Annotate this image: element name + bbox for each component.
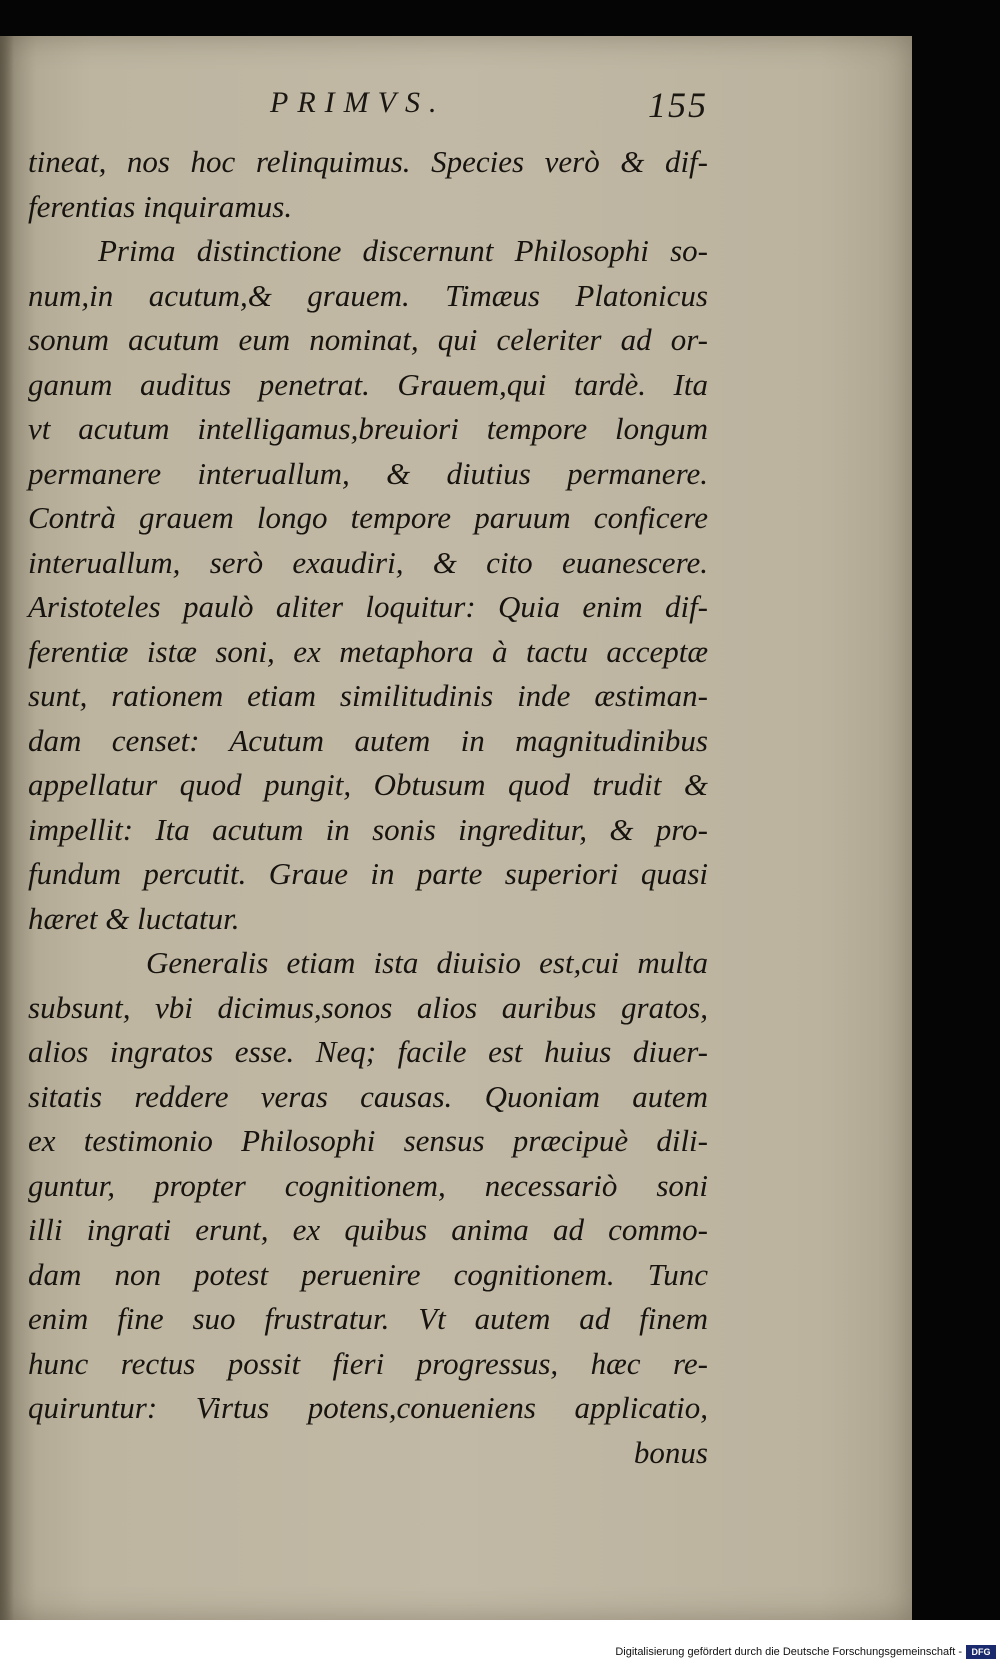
text-line: sitatis reddere veras causas. Quoniam autem bbox=[28, 1078, 708, 1114]
text-line: Contrà grauem longo tempore paruum conficere bbox=[28, 500, 708, 535]
text-line: sunt, rationem etiam similitudinis inde æstiman- bbox=[28, 678, 708, 713]
text-line: enim fine suo frustratur. Vt autem ad finem bbox=[28, 1301, 708, 1336]
text-line: dam non potest peruenire cognitionem. Tunc bbox=[28, 1256, 708, 1292]
page-number: 155 bbox=[648, 85, 708, 125]
text-line: vt acutum intelligamus,breuiori tempore longum bbox=[28, 411, 708, 446]
book-page bbox=[0, 36, 912, 1620]
text-line: Aristoteles paulò aliter loquitur: Quia enim dif- bbox=[28, 589, 708, 624]
text-line: quiruntur: Virtus potens,conueniens applicatio, bbox=[28, 1390, 708, 1425]
page-gutter-shadow bbox=[0, 36, 14, 1620]
text-line: subsunt, vbi dicimus,sonos alios auribus gratos, bbox=[28, 989, 708, 1025]
text-line: alios ingratos esse. Neq; facile est huius diuer- bbox=[28, 1034, 708, 1069]
body-text bbox=[28, 140, 708, 1475]
dfg-logo-icon: DFG bbox=[966, 1645, 996, 1659]
text-line: appellatur quod pungit, Obtusum quod trudit & bbox=[28, 767, 708, 802]
text-line: tineat, nos hoc relinquimus. Species verò & dif- bbox=[28, 144, 708, 179]
text-line: Generalis etiam ista diuisio est,cui multa bbox=[146, 945, 708, 980]
text-line: impellit: Ita acutum in sonis ingreditur, & pro- bbox=[28, 811, 708, 847]
text-line: interuallum, serò exaudiri, & cito euanescere. bbox=[28, 544, 708, 580]
text-line: num,in acutum,& grauem. Timæus Platonicus bbox=[28, 277, 708, 313]
text-line: ganum auditus penetrat. Grauem,qui tardè. Ita bbox=[28, 366, 708, 402]
footer-bar bbox=[0, 1643, 1000, 1665]
text-line: Prima distinctione discernunt Philosophi so- bbox=[98, 233, 708, 268]
text-line: dam censet: Acutum autem in magnitudinibus bbox=[28, 722, 708, 758]
text-line: illi ingrati erunt, ex quibus anima ad commo- bbox=[28, 1212, 708, 1247]
text-line: ferentias inquiramus. bbox=[28, 188, 293, 224]
text-line: guntur, propter cognitionem, necessariò soni bbox=[28, 1167, 708, 1203]
text-line: permanere interuallum, & diutius permanere. bbox=[28, 455, 708, 491]
text-line: sonum acutum eum nominat, qui celeriter ad or- bbox=[28, 322, 708, 357]
catchword: bonus bbox=[633, 1434, 708, 1470]
text-line: hunc rectus possit fieri progressus, hæc re- bbox=[28, 1345, 708, 1381]
text-line: ferentiæ istæ soni, ex metaphora à tactu acceptæ bbox=[28, 633, 708, 669]
running-head: PRIMVS. bbox=[270, 86, 446, 119]
text-line: hæret & luctatur. bbox=[28, 900, 240, 936]
footer-credit: Digitalisierung gefördert durch die Deutsche Forschungsgemeinschaft - bbox=[615, 1646, 962, 1658]
text-line: fundum percutit. Graue in parte superiori quasi bbox=[28, 856, 708, 891]
text-line: ex testimonio Philosophi sensus præcipuè dili- bbox=[28, 1123, 708, 1158]
